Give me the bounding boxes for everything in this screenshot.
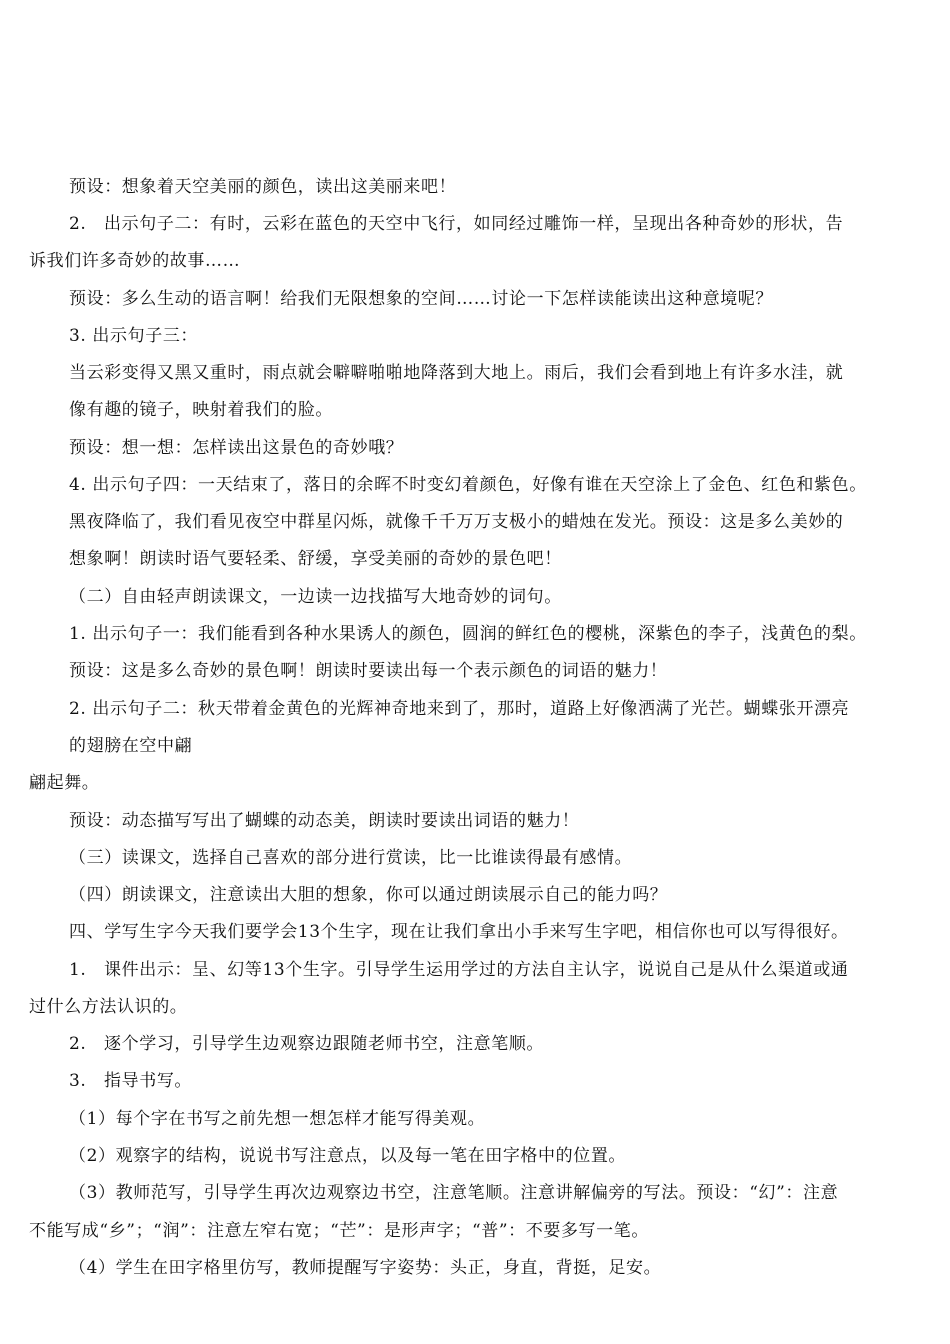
text-line: （2）观察字的结构，说说书写注意点，以及每一笔在田字格中的位置。 bbox=[69, 1146, 627, 1166]
text-line: 翩起舞。 bbox=[29, 773, 100, 793]
text-line: 3. 指导书写。 bbox=[69, 1071, 193, 1091]
text-line: 当云彩变得又黑又重时，雨点就会噼噼啪啪地降落到大地上。雨后，我们会看到地上有许多水洼，就 bbox=[69, 363, 844, 383]
text-line: 3. 出示句子三： bbox=[69, 326, 199, 346]
text-line: 像有趣的镜子，映射着我们的脸。 bbox=[69, 400, 333, 420]
text-line: 2. 出示句子二：秋天带着金黄色的光辉神奇地来到了，那时，道路上好像洒满了光芒。蝴蝶张开漂亮 bbox=[69, 699, 850, 719]
text-line: 预设：多么生动的语言啊！给我们无限想象的空间……讨论一下怎样读能读出这种意境呢？ bbox=[69, 289, 773, 309]
text-line: 预设：想象着天空美丽的颜色，读出这美丽来吧！ bbox=[69, 177, 457, 197]
text-line: （三）读课文，选择自己喜欢的部分进行赏读，比一比谁读得最有感情。 bbox=[69, 848, 633, 868]
text-line: （4）学生在田字格里仿写，教师提醒写字姿势：头正，身直，背挺，足安。 bbox=[69, 1258, 662, 1278]
text-line: 4. 出示句子四：一天结束了，落日的余晖不时变幻着颜色，好像有谁在天空涂上了金色、红色和紫色。 bbox=[69, 475, 867, 495]
text-line: 预设：想一想：怎样读出这景色的奇妙哦？ bbox=[69, 438, 404, 458]
text-line: 预设：这是多么奇妙的景色啊！朗读时要读出每一个表示颜色的词语的魅力！ bbox=[69, 661, 668, 681]
text-line: 2. 出示句子二：有时，云彩在蓝色的天空中飞行，如同经过雕饰一样，呈现出各种奇妙的形状，告 bbox=[69, 214, 844, 234]
text-line: 1. 出示句子一：我们能看到各种水果诱人的颜色，圆润的鲜红色的樱桃，深紫色的李子，浅黄色的梨。 bbox=[69, 624, 867, 644]
text-line: 四、学写生字今天我们要学会13个生字，现在让我们拿出小手来写生字吧，相信你也可以写得很好。 bbox=[69, 922, 849, 942]
text-line: 诉我们许多奇妙的故事…… bbox=[29, 251, 241, 271]
text-line: （3）教师范写，引导学生再次边观察边书空，注意笔顺。注意讲解偏旁的写法。预设：“幻”：注意 bbox=[69, 1183, 839, 1203]
text-line: 不能写成“乡”；“润”：注意左窄右宽；“芒”：是形声字；“普”：不要多写一笔。 bbox=[29, 1221, 649, 1241]
text-line: 想象啊！朗读时语气要轻柔、舒缓，享受美丽的奇妙的景色吧！ bbox=[69, 549, 562, 569]
text-line: 过什么方法认识的。 bbox=[29, 997, 188, 1017]
text-line: （二）自由轻声朗读课文，一边读一边找描写大地奇妙的词句。 bbox=[69, 587, 562, 607]
text-line: 1. 课件出示：呈、幻等13个生字。引导学生运用学过的方法自主认字，说说自己是从什么渠道或通 bbox=[69, 960, 849, 980]
text-line: 2. 逐个学习，引导学生边观察边跟随老师书空，注意笔顺。 bbox=[69, 1034, 545, 1054]
text-line: （四）朗读课文，注意读出大胆的想象，你可以通过朗读展示自己的能力吗？ bbox=[69, 885, 668, 905]
text-line: （1）每个字在书写之前先想一想怎样才能写得美观。 bbox=[69, 1109, 486, 1129]
text-line: 预设：动态描写写出了蝴蝶的动态美，朗读时要读出词语的魅力！ bbox=[69, 811, 580, 831]
text-line: 黑夜降临了，我们看见夜空中群星闪烁，就像千千万万支极小的蜡烛在发光。预设：这是多么美妙的 bbox=[69, 512, 844, 532]
text-line: 的翅膀在空中翩 bbox=[69, 736, 193, 756]
